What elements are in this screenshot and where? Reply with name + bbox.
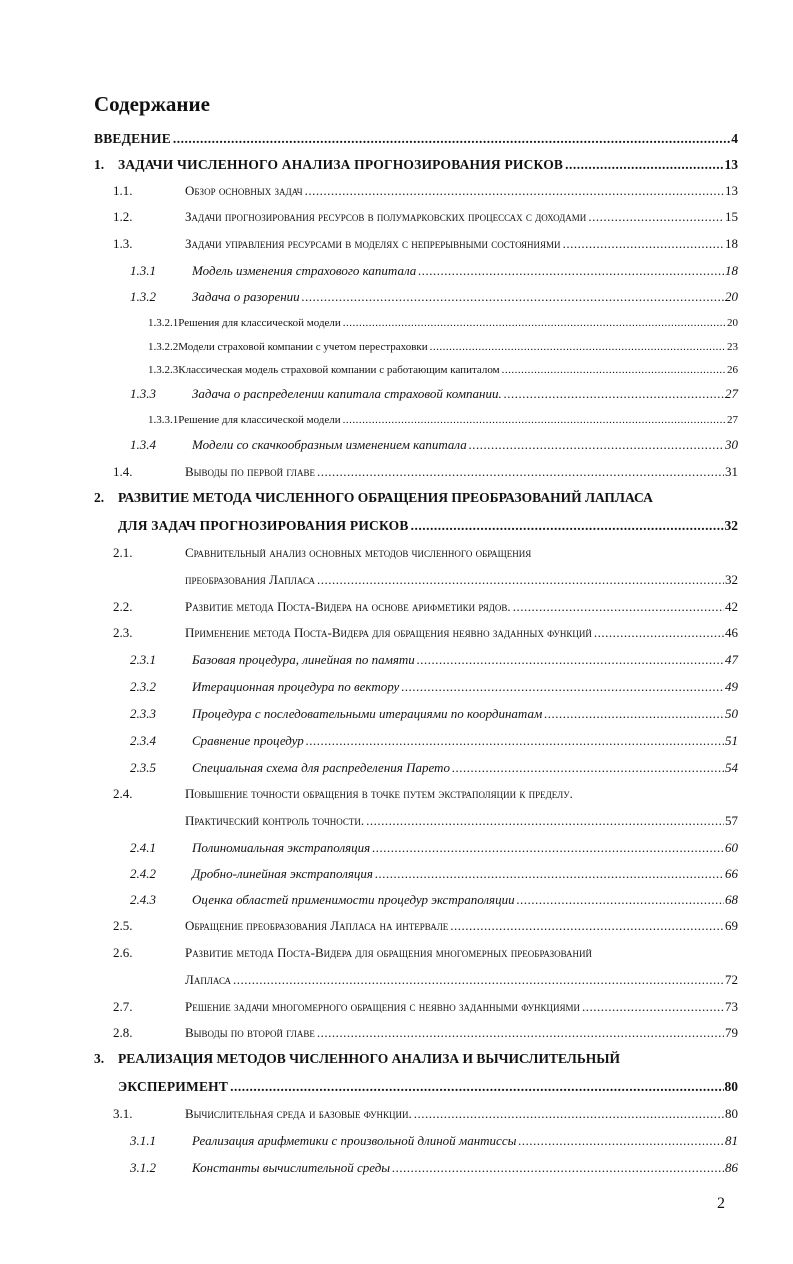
toc-entry-text-line1: Повышение точности обращения в точке путем экстраполяции к пределу. bbox=[185, 786, 573, 801]
toc-entry-subsubsection-1-3-3-1[interactable] bbox=[148, 412, 738, 428]
toc-entry-section-2-5[interactable] bbox=[113, 918, 738, 934]
toc-page-number: 32 bbox=[725, 572, 738, 587]
dot-leader bbox=[317, 1025, 724, 1041]
toc-page-number: 13 bbox=[724, 157, 738, 172]
toc-entry-number: 2.3. bbox=[113, 625, 133, 640]
toc-entry-subsection-2-3-2[interactable] bbox=[130, 679, 738, 695]
toc-entry-text: Классическая модель страховой компании с работающим капиталом bbox=[178, 364, 500, 376]
dot-leader bbox=[372, 840, 724, 856]
toc-entry-chapter-2[interactable] bbox=[94, 490, 738, 536]
toc-page-number: 49 bbox=[725, 679, 738, 694]
toc-entry-text-line1: РАЗВИТИЕ МЕТОДА ЧИСЛЕННОГО ОБРАЩЕНИЯ ПРЕОБРАЗОВАНИЙ ЛАПЛАСА bbox=[118, 490, 653, 505]
dot-leader bbox=[306, 733, 724, 749]
dot-leader bbox=[469, 437, 724, 453]
page-title: Содержание bbox=[94, 92, 210, 116]
toc-entry-text: Задача о разорении bbox=[192, 289, 300, 304]
toc-entry-subsection-3-1-2[interactable] bbox=[130, 1160, 738, 1176]
toc-entry-text: Задачи прогнозирования ресурсов в полумарковских процессах с доходами bbox=[185, 209, 587, 224]
toc-page-number: 18 bbox=[725, 236, 738, 251]
toc-entry-subsubsection-1-3-2-2[interactable] bbox=[148, 339, 738, 355]
toc-entry-number: 1. bbox=[94, 157, 105, 172]
toc-entry-section-2-6[interactable] bbox=[113, 945, 738, 989]
toc-entry-text: ЗАДАЧИ ЧИСЛЕННОГО АНАЛИЗА ПРОГНОЗИРОВАНИЯ РИСКОВ bbox=[118, 157, 564, 172]
toc-entry-subsection-2-4-1[interactable] bbox=[130, 840, 738, 856]
toc-page-number: 50 bbox=[725, 706, 738, 721]
toc-entry-text: Развитие метода Поста-Видера на основе арифметики рядов. bbox=[185, 599, 511, 614]
toc-entry-number: 1.3.3.1 bbox=[148, 414, 179, 426]
toc-entry-number: 2.4.3 bbox=[130, 892, 156, 907]
toc-entry-text: Константы вычислительной среды bbox=[192, 1160, 391, 1175]
toc-entry-subsection-2-4-3[interactable] bbox=[130, 892, 738, 908]
dot-leader bbox=[401, 679, 724, 695]
toc-entry-section-2-1[interactable] bbox=[113, 545, 738, 589]
toc-entry-text: Решение для классической модели bbox=[178, 414, 341, 426]
dot-leader bbox=[173, 131, 730, 147]
toc-entry-number: 2.3.3 bbox=[130, 706, 156, 721]
toc-entry-introduction[interactable] bbox=[94, 131, 738, 147]
toc-entry-number: 1.3. bbox=[113, 236, 133, 251]
toc-entry-text: ВВЕДЕНИЕ bbox=[94, 131, 171, 146]
dot-leader bbox=[588, 209, 724, 225]
page-number: 2 bbox=[717, 1195, 725, 1212]
dot-leader bbox=[230, 1079, 723, 1095]
toc-page-number: 81 bbox=[725, 1133, 738, 1148]
dot-leader bbox=[343, 315, 726, 331]
toc-page-number: 68 bbox=[725, 892, 738, 907]
toc-entry-text: Реализация арифметики с произвольной длиной мантиссы bbox=[192, 1133, 517, 1148]
dot-leader bbox=[430, 339, 726, 355]
toc-entry-text: Решение задачи многомерного обращения с неявно заданными функциями bbox=[185, 999, 581, 1014]
toc-entry-text: Лапласа bbox=[185, 972, 232, 987]
toc-entry-text: преобразования Лапласа bbox=[185, 572, 316, 587]
toc-page-number: 69 bbox=[725, 918, 738, 933]
toc-page-number: 80 bbox=[724, 1079, 738, 1094]
toc-page-number: 46 bbox=[725, 625, 738, 640]
toc-entry-number: 2. bbox=[94, 490, 105, 505]
dot-leader bbox=[302, 289, 724, 305]
toc-entry-number: 1.1. bbox=[113, 183, 133, 198]
dot-leader bbox=[563, 236, 724, 252]
toc-entry-number: 3.1. bbox=[113, 1106, 133, 1121]
dot-leader bbox=[366, 813, 724, 829]
toc-entry-number: 2.6. bbox=[113, 945, 133, 960]
toc-entry-number: 1.4. bbox=[113, 464, 133, 479]
dot-leader bbox=[317, 464, 724, 480]
dot-leader bbox=[417, 652, 724, 668]
dot-leader bbox=[517, 892, 724, 908]
toc-entry-number: 3.1.1 bbox=[130, 1133, 156, 1148]
dot-leader bbox=[411, 518, 724, 534]
dot-leader bbox=[518, 1133, 724, 1149]
toc-entry-number: 2.5. bbox=[113, 918, 133, 933]
dot-leader bbox=[375, 866, 724, 882]
toc-page-number: 27 bbox=[725, 386, 738, 401]
toc-entry-subsection-1-3-3[interactable] bbox=[130, 386, 738, 402]
toc-entry-subsection-2-3-1[interactable] bbox=[130, 652, 738, 668]
dot-leader bbox=[594, 625, 724, 641]
toc-page-number: 73 bbox=[725, 999, 738, 1014]
toc-entry-text: Вычислительная среда и базовые функции. bbox=[185, 1106, 412, 1121]
toc-page-number: 30 bbox=[725, 437, 738, 452]
toc-page-number: 54 bbox=[725, 760, 738, 775]
toc-entry-section-2-4[interactable] bbox=[113, 786, 738, 830]
toc-entry-section-1-1[interactable] bbox=[113, 183, 738, 199]
toc-entry-subsection-2-4-2[interactable] bbox=[130, 866, 738, 882]
dot-leader bbox=[317, 572, 724, 588]
toc-page-number: 42 bbox=[725, 599, 738, 614]
toc-entry-number: 3.1.2 bbox=[130, 1160, 156, 1175]
toc-entry-text: Модели страховой компании с учетом перестраховки bbox=[178, 341, 428, 353]
toc-entry-text: Обращение преобразования Лапласа на интервале bbox=[185, 918, 449, 933]
toc-entry-text: Итерационная процедура по вектору bbox=[192, 679, 400, 694]
dot-leader bbox=[502, 362, 726, 378]
toc-entry-text: ЭКСПЕРИМЕНТ bbox=[118, 1079, 229, 1094]
dot-leader bbox=[414, 1106, 724, 1122]
dot-leader bbox=[504, 386, 724, 402]
toc-entry-text: Оценка областей применимости процедур экстраполяции bbox=[192, 892, 515, 907]
toc-entry-number: 1.3.4 bbox=[130, 437, 156, 452]
toc-entry-text-line1: Развитие метода Поста-Видера для обращения многомерных преобразований bbox=[185, 945, 593, 960]
toc-entry-number: 2.4.2 bbox=[130, 866, 156, 881]
toc-entry-section-2-2[interactable] bbox=[113, 599, 738, 615]
toc-entry-text: Обзор основных задач bbox=[185, 183, 303, 198]
toc-page-number: 32 bbox=[724, 518, 738, 533]
dot-leader bbox=[450, 918, 724, 934]
toc-entry-subsection-2-3-4[interactable] bbox=[130, 733, 738, 749]
toc-entry-number: 2.7. bbox=[113, 999, 133, 1014]
toc-entry-subsubsection-1-3-2-3[interactable] bbox=[148, 362, 738, 378]
toc-entry-subsubsection-1-3-2-1[interactable] bbox=[148, 315, 738, 331]
toc-page-number: 23 bbox=[727, 341, 738, 353]
toc-entry-section-1-2[interactable] bbox=[113, 209, 738, 225]
toc-entry-text: Применение метода Поста-Видера для обращения неявно заданных функций bbox=[185, 625, 592, 640]
toc-entry-chapter-3[interactable] bbox=[94, 1051, 738, 1097]
dot-leader bbox=[305, 183, 724, 199]
toc-entry-number: 1.3.2.2 bbox=[148, 341, 179, 353]
toc-entry-text: Задача о распределении капитала страховой компании. bbox=[192, 386, 502, 401]
toc-entry-chapter-1[interactable] bbox=[94, 157, 738, 173]
toc-entry-subsection-1-3-1[interactable] bbox=[130, 263, 738, 279]
toc-entry-number: 2.8. bbox=[113, 1025, 133, 1040]
dot-leader bbox=[582, 999, 724, 1015]
toc-entry-section-3-1[interactable] bbox=[113, 1106, 738, 1122]
toc-page-number: 86 bbox=[725, 1160, 738, 1175]
toc-entry-text: Дробно-линейная экстраполяция bbox=[192, 866, 373, 881]
toc-entry-number: 2.3.5 bbox=[130, 760, 156, 775]
toc-entry-text: Модель изменения страхового капитала bbox=[192, 263, 417, 278]
toc-entry-text: Модели со скачкообразным изменением капитала bbox=[192, 437, 467, 452]
toc-entry-text: Базовая процедура, линейная по памяти bbox=[192, 652, 415, 667]
toc-entry-number: 1.3.2 bbox=[130, 289, 156, 304]
toc-page-number: 72 bbox=[725, 972, 738, 987]
toc-entry-text: Полиномиальная экстраполяция bbox=[192, 840, 371, 855]
toc-page-number: 66 bbox=[725, 866, 738, 881]
toc-page-number: 60 bbox=[725, 840, 738, 855]
toc-page-number: 15 bbox=[725, 209, 738, 224]
dot-leader bbox=[392, 1160, 724, 1176]
toc-entry-number: 2.4. bbox=[113, 786, 133, 801]
toc-entry-text: Задачи управления ресурсами в моделях с непрерывными состояниями bbox=[185, 236, 561, 251]
toc-entry-text: Практический контроль точности. bbox=[185, 813, 365, 828]
toc-entry-text: ДЛЯ ЗАДАЧ ПРОГНОЗИРОВАНИЯ РИСКОВ bbox=[118, 518, 409, 533]
toc-page-number: 57 bbox=[725, 813, 738, 828]
toc-page-number: 13 bbox=[725, 183, 738, 198]
dot-leader bbox=[233, 972, 724, 988]
toc-entry-subsection-2-3-3[interactable] bbox=[130, 706, 738, 722]
toc-entry-subsection-1-3-4[interactable] bbox=[130, 437, 738, 453]
toc-entry-text: Решения для классической модели bbox=[178, 317, 341, 329]
toc-entry-subsection-2-3-5[interactable] bbox=[130, 760, 738, 776]
toc-entry-subsection-3-1-1[interactable] bbox=[130, 1133, 738, 1149]
toc-entry-text: Выводы по первой главе bbox=[185, 464, 315, 479]
toc-entry-text-line1: РЕАЛИЗАЦИЯ МЕТОДОВ ЧИСЛЕННОГО АНАЛИЗА И ВЫЧИСЛИТЕЛЬНЫЙ bbox=[118, 1051, 621, 1066]
toc-page-number: 4 bbox=[731, 131, 738, 146]
toc-entry-section-2-3[interactable] bbox=[113, 625, 738, 641]
toc-entry-section-1-3[interactable] bbox=[113, 236, 738, 252]
toc-entry-number: 2.2. bbox=[113, 599, 133, 614]
toc-entry-number: 2.3.2 bbox=[130, 679, 156, 694]
toc-entry-number: 1.3.3 bbox=[130, 386, 156, 401]
toc-entry-number: 2.4.1 bbox=[130, 840, 156, 855]
toc-entry-number: 1.3.2.1 bbox=[148, 317, 179, 329]
toc-page-number: 47 bbox=[725, 652, 738, 667]
dot-leader bbox=[452, 760, 724, 776]
toc-entry-section-2-8[interactable] bbox=[113, 1025, 738, 1041]
dot-leader bbox=[343, 412, 726, 428]
toc-entry-number: 1.3.2.3 bbox=[148, 364, 179, 376]
toc-page-number: 18 bbox=[725, 263, 738, 278]
toc-entry-number: 1.3.1 bbox=[130, 263, 156, 278]
dot-leader bbox=[513, 599, 724, 615]
toc-entry-subsection-1-3-2[interactable] bbox=[130, 289, 738, 305]
toc-page-number: 27 bbox=[727, 414, 738, 426]
toc-page-number: 80 bbox=[725, 1106, 738, 1121]
toc-page-number: 79 bbox=[725, 1025, 738, 1040]
dot-leader bbox=[565, 157, 723, 173]
toc-entry-number: 3. bbox=[94, 1051, 105, 1066]
toc-page-number: 31 bbox=[725, 464, 738, 479]
toc-entry-text-line1: Сравнительный анализ основных методов численного обращения bbox=[185, 545, 532, 560]
toc-entry-number: 2.3.1 bbox=[130, 652, 156, 667]
toc-page-number: 20 bbox=[725, 289, 738, 304]
toc-page-number: 51 bbox=[725, 733, 738, 748]
toc-entry-text: Сравнение процедур bbox=[192, 733, 304, 748]
toc-page-number: 26 bbox=[727, 364, 738, 376]
dot-leader bbox=[418, 263, 724, 279]
toc-entry-number: 2.3.4 bbox=[130, 733, 156, 748]
toc-entry-number: 1.2. bbox=[113, 209, 133, 224]
toc-entry-section-1-4[interactable] bbox=[113, 464, 738, 480]
toc-page-number: 20 bbox=[727, 317, 738, 329]
toc-entry-section-2-7[interactable] bbox=[113, 999, 738, 1015]
toc-entry-text: Процедура с последовательными итерациями по координатам bbox=[192, 706, 543, 721]
toc-entry-text: Выводы по второй главе bbox=[185, 1025, 315, 1040]
dot-leader bbox=[544, 706, 724, 722]
toc-entry-text: Специальная схема для распределения Парето bbox=[192, 760, 450, 775]
toc-entry-number: 2.1. bbox=[113, 545, 133, 560]
